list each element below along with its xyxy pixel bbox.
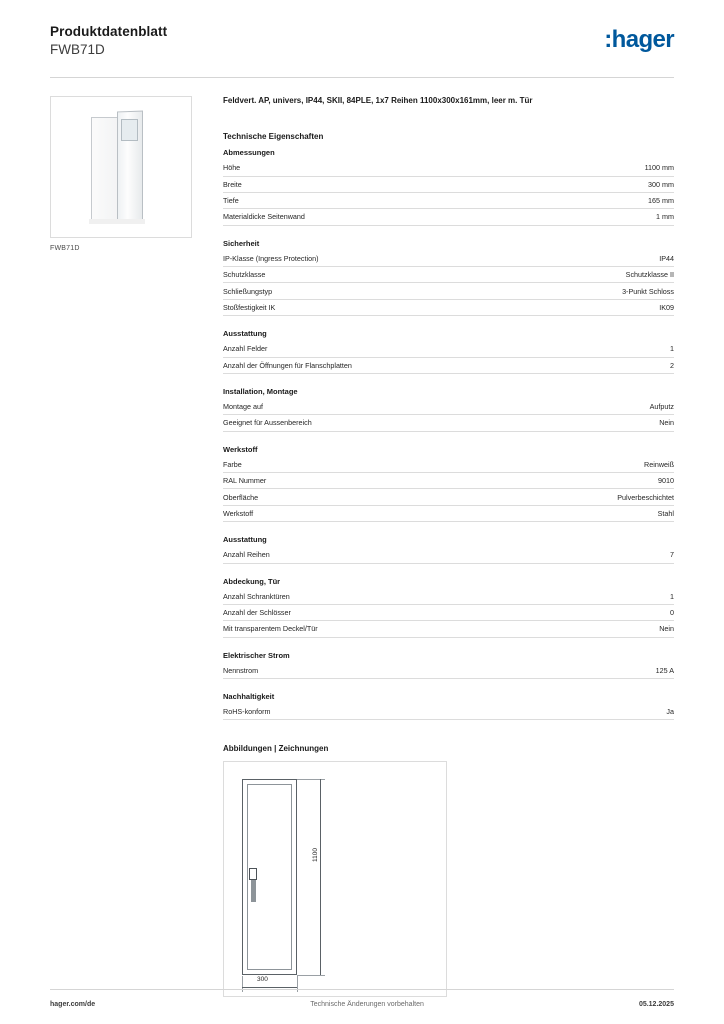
cabinet-illustration [81,111,159,227]
table-row [223,283,674,299]
table-row [223,663,674,679]
spec-value: Reinweiß [644,459,674,469]
drawing-cabinet-outline [242,779,297,975]
table-row [223,505,674,521]
spec-value: Schutzklasse II [625,270,674,280]
table-row [223,192,674,208]
spec-table [223,399,674,432]
spec-value: 7 [670,550,674,560]
spec-group-title: Nachhaltigkeit [223,692,275,702]
spec-label: Anzahl Reihen [223,550,270,560]
spec-value: 1100 mm [644,163,674,173]
spec-value: 2 [670,360,674,370]
spec-value: 1 [670,344,674,354]
table-row [223,489,674,505]
cabinet-shadow [89,219,145,224]
spec-value: Nein [659,418,674,428]
footer-disclaimer: Technische Änderungen vorbehalten [310,1001,424,1008]
spec-label: Stoßfestigkeit IK [223,302,276,312]
content-area [0,78,724,998]
spec-table [223,589,674,638]
page-header [0,0,724,59]
spec-table [223,341,674,374]
spec-table [223,457,674,523]
spec-label: IP-Klasse (Ingress Protection) [223,253,319,263]
spec-label: Oberfläche [223,492,259,502]
spec-table [223,704,674,720]
product-image-caption: FWB71D [50,244,80,252]
table-row [223,457,674,473]
spec-table [223,251,674,317]
drawings-section-title: Abbildungen | Zeichnungen [223,744,329,754]
product-photo [50,96,192,238]
spec-group-title: Abdeckung, Tür [223,576,281,586]
spec-group-title: Ausstattung [223,329,267,339]
spec-value: 3-Punkt Schloss [622,286,674,296]
spec-value: 165 mm [648,196,674,206]
header-title-block [50,24,167,59]
spec-label: Anzahl Schranktüren [223,591,290,601]
table-row [223,341,674,357]
spec-label: Materialdicke Seitenwand [223,212,305,222]
product-description: Feldvert. AP, univers, IP44, SKII, 84PLE, 1x7 Reihen 1100x300x161mm, leer m. Tür [223,95,533,105]
spec-label: Mit transparentem Deckel/Tür [223,624,318,634]
table-row [223,176,674,192]
table-row [223,415,674,431]
spec-group-title: Werkstoff [223,444,258,454]
spec-label: RoHS-konform [223,707,271,717]
spec-value: 125 A [655,665,674,675]
spec-group-title: Abmessungen [223,148,275,158]
dimension-extension-bottom [297,975,325,976]
product-image-column [50,96,192,998]
dimension-label-height: 1100 [312,848,319,863]
table-row [223,704,674,720]
technical-drawing [223,761,447,997]
spec-table [223,663,674,679]
spec-value: 1 [670,591,674,601]
table-row [223,357,674,373]
cabinet-panel [121,119,138,141]
drawing-lock-icon [249,868,257,880]
spec-group-title: Elektrischer Strom [223,650,290,660]
table-row [223,251,674,267]
drawing-handle [251,880,256,902]
spec-value: 0 [670,608,674,618]
spec-label: Anzahl der Öffnungen für Flanschplatten [223,360,352,370]
dimension-line-height [320,779,321,975]
spec-label: Anzahl der Schlösser [223,608,291,618]
footer-website[interactable]: hager.com/de [50,1001,96,1008]
spec-label: Anzahl Felder [223,344,268,354]
spec-value: 1 mm [656,212,674,222]
page-footer [50,1001,674,1008]
spec-label: Schutzklasse [223,270,266,280]
footer-date: 05.12.2025 [638,1001,674,1008]
spec-group-title: Ausstattung [223,535,267,545]
table-row [223,399,674,415]
table-row [223,209,674,225]
spec-value: Nein [659,624,674,634]
table-row [223,621,674,637]
spec-value: IK09 [659,302,674,312]
spec-label: Geeignet für Aussenbereich [223,418,312,428]
spec-value: Stahl [657,508,674,518]
table-row [223,547,674,563]
spec-value: 300 mm [648,179,674,189]
table-row [223,589,674,605]
spec-label: Montage auf [223,402,263,412]
spec-label: Höhe [223,163,241,173]
spec-value: Ja [666,707,674,717]
spec-group-title: Installation, Montage [223,386,298,396]
page-title: Produktdatenblatt [50,24,168,39]
spec-label: Schließungstyp [223,286,273,296]
hager-logo: :hager [604,26,674,53]
spec-label: RAL Nummer [223,476,267,486]
spec-label: Nennstrom [223,665,259,675]
footer-divider [50,989,674,990]
spec-label: Breite [223,179,242,189]
dimension-label-width: 300 [257,976,268,984]
spec-group-title: Sicherheit [223,238,260,248]
table-row [223,299,674,315]
spec-value: IP44 [659,253,674,263]
spec-label: Tiefe [223,196,239,206]
spec-value: Pulverbeschichtet [617,492,674,502]
product-reference: FWB71D [50,41,105,57]
table-row [223,604,674,620]
spec-table [223,547,674,563]
spec-value: Aufputz [649,402,674,412]
spec-value: 9010 [658,476,674,486]
spec-label: Farbe [223,459,242,469]
table-row [223,473,674,489]
spec-column [192,96,674,998]
spec-table [223,160,674,226]
spec-section-title: Technische Eigenschaften [223,132,324,142]
spec-label: Werkstoff [223,508,254,518]
table-row [223,160,674,176]
table-row [223,267,674,283]
